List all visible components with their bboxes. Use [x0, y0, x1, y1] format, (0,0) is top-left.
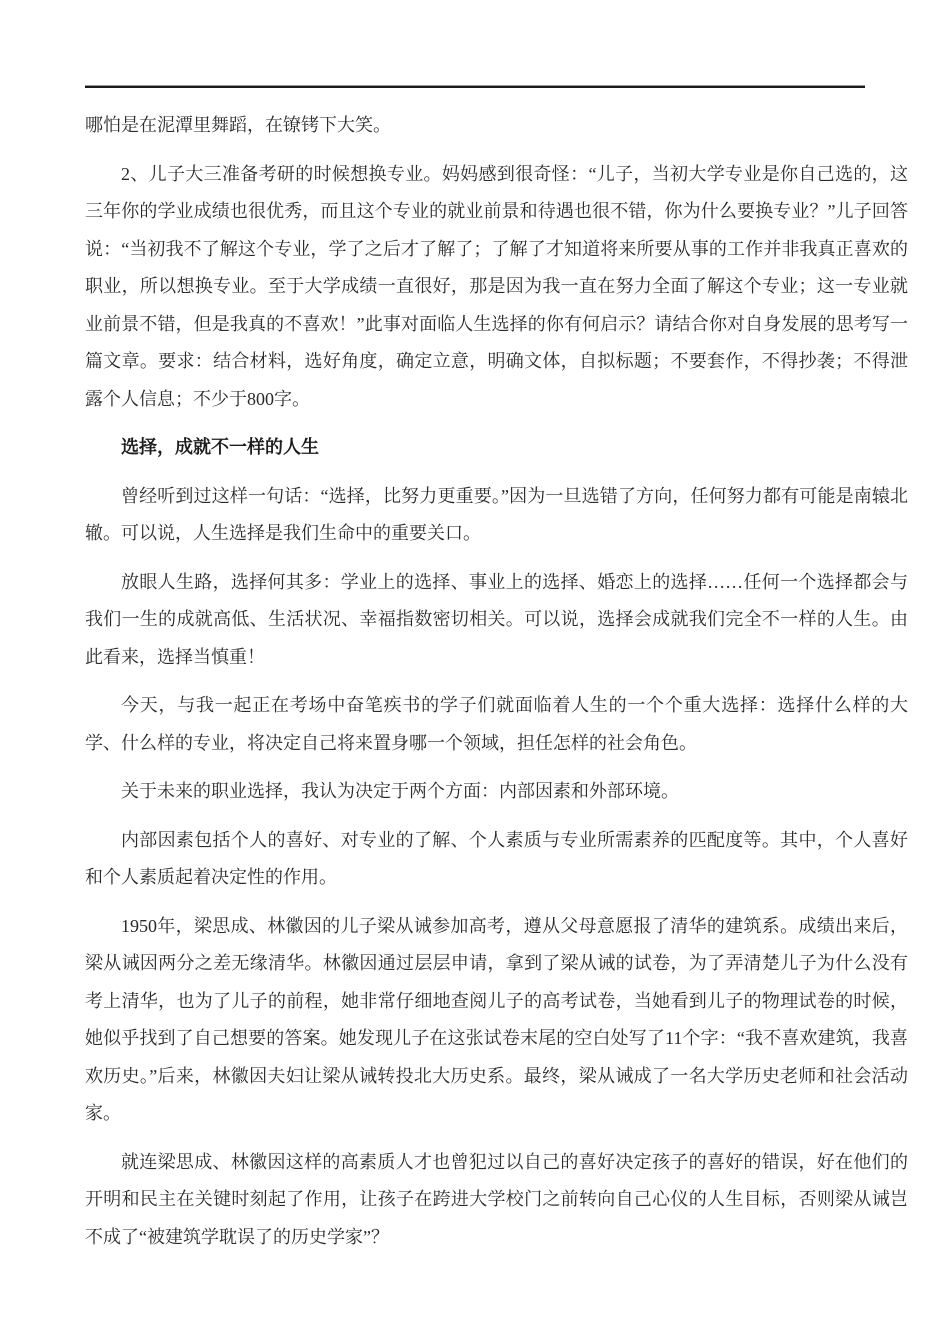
essay-prompt-paragraph: 2、儿子大三准备考研的时候想换专业。妈妈感到很奇怪：“儿子，当初大学专业是你自己选的，这三年你的学业成绩也很优秀，而且这个专业的就业前景和待遇也很不错，你为什么要换专业？”儿子回答说：“当初我不了解这个专业，学了之后才了解了；了解了才知道将来所要从事的工作并非我真正喜欢的职业，所以想换专业。至于大学成绩一直很好，那是因为我一直在努力全面了解这个专业；这一专业就业前景不错，但是我真的不喜欢！”此事对面临人生选择的你有何启示？请结合你对自身发展的思考写一篇文章。要求：结合材料，选好角度，确定立意，明确文体，自拟标题；不要套作，不得抄袭；不得泄露个人信息；不少于800字。: [85, 163, 908, 409]
body-paragraph-continuation: 哪怕是在泥潭里舞蹈，在镣铐下大笑。: [85, 115, 391, 135]
header-divider: [85, 85, 865, 88]
document-body: [85, 107, 908, 1267]
body-paragraph: 今天，与我一起正在考场中奋笔疾书的学子们就面临着人生的一个个重大选择：选择什么样的大学、什么样的专业，将决定自己将来置身哪一个领域，担任怎样的社会角色。: [85, 695, 908, 753]
essay-title: 选择，成就不一样的人生: [121, 437, 319, 457]
body-paragraph: 内部因素包括个人的喜好、对专业的了解、个人素质与专业所需素养的匹配度等。其中，个人喜好和个人素质起着决定性的作用。: [85, 829, 908, 887]
body-paragraph: 放眼人生路，选择何其多：学业上的选择、事业上的选择、婚恋上的选择……任何一个选择都会与我们一生的成就高低、生活状况、幸福指数密切相关。可以说，选择会成就我们完全不一样的人生。由此看来，选择当慎重！: [85, 571, 908, 667]
body-paragraph: 曾经听到过这样一句话：“选择，比努力更重要。”因为一旦选错了方向，任何努力都有可能是南辕北辙。可以说，人生选择是我们生命中的重要关口。: [85, 485, 908, 543]
body-paragraph: 关于未来的职业选择，我认为决定于两个方面：内部因素和外部环境。: [121, 781, 679, 801]
body-paragraph: 1950年，梁思成、林徽因的儿子梁从诫参加高考，遵从父母意愿报了清华的建筑系。成绩出来后，梁从诫因两分之差无缘清华。林徽因通过层层申请，拿到了梁从诫的试卷，为了弄清楚儿子为什么没有考上清华，也为了儿子的前程，她非常仔细地查阅儿子的高考试卷，当她看到儿子的物理试卷的时候，她似乎找到了自己想要的答案。她发现儿子在这张试卷末尾的空白处写了11个字：“我不喜欢建筑，我喜欢历史。”后来，林徽因夫妇让梁从诫转投北大历史系。最终，梁从诫成了一名大学历史老师和社会活动家。: [85, 915, 908, 1123]
body-paragraph: 就连梁思成、林徽因这样的高素质人才也曾犯过以自己的喜好决定孩子的喜好的错误，好在他们的开明和民主在关键时刻起了作用，让孩子在跨进大学校门之前转向自己心仪的人生目标，否则梁从诫岂不成了“被建筑学耽误了的历史学家”？: [85, 1151, 908, 1247]
